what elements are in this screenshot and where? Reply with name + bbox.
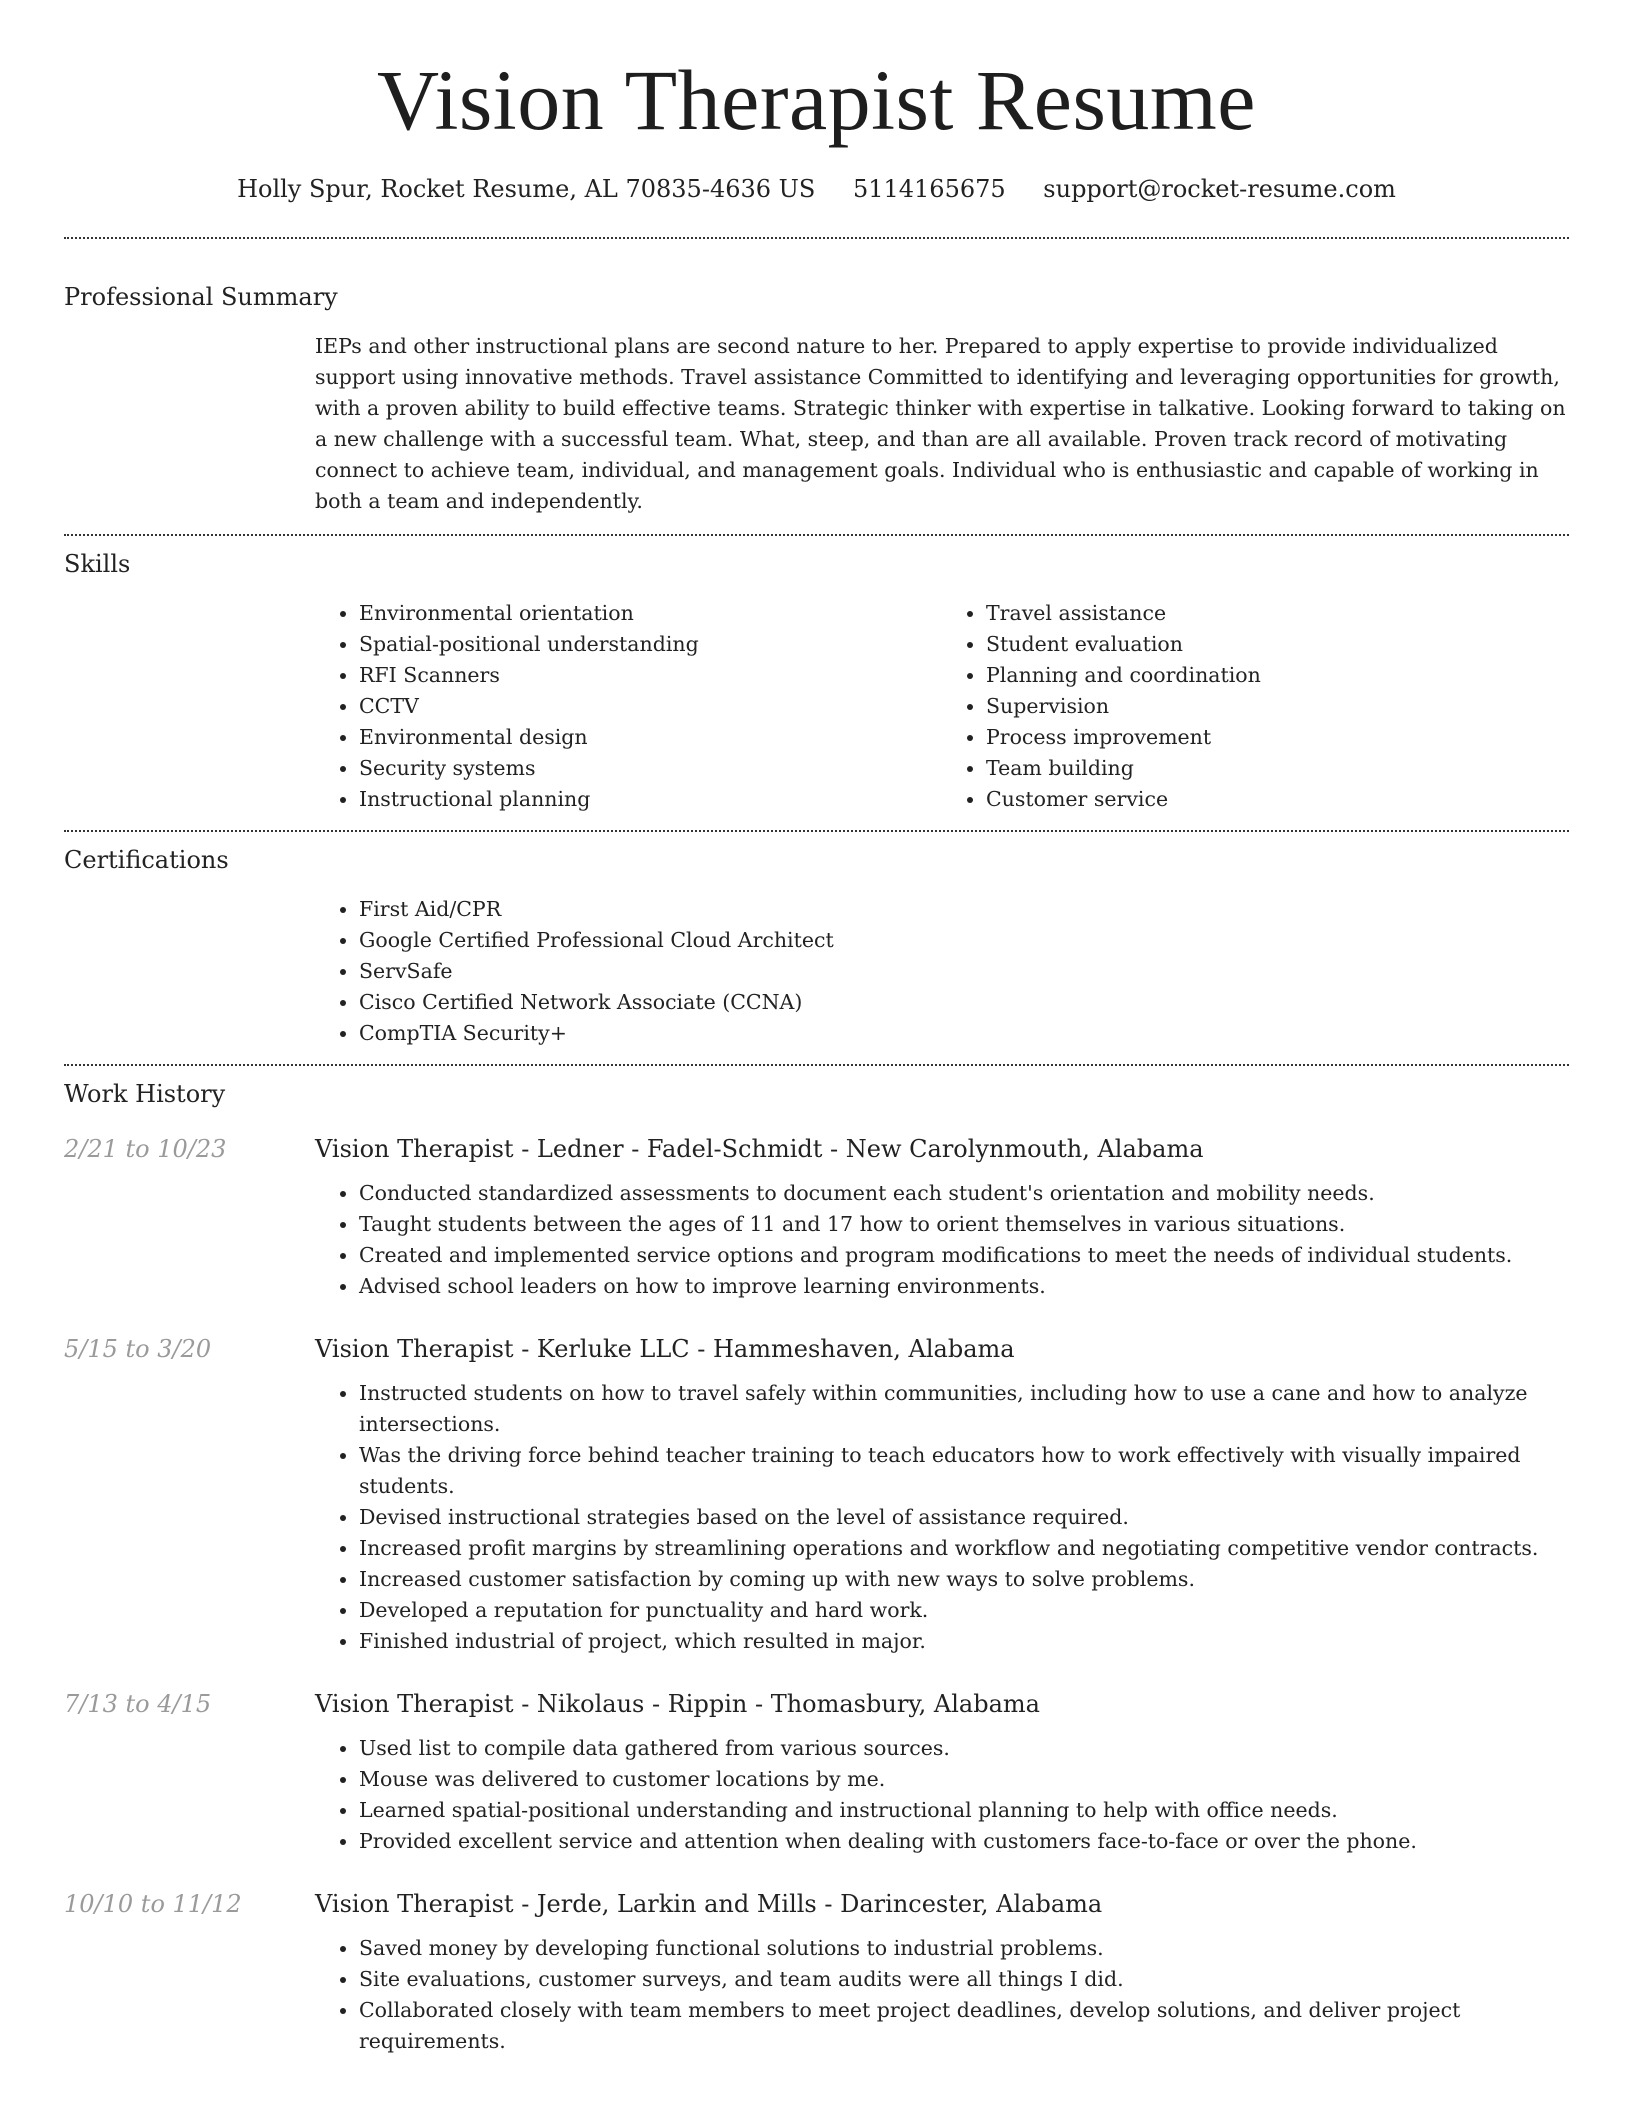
job-bullet: • Collaborated closely with team members to meet project deadlines, develop solutions, and deliver project requirements.: [359, 1995, 1569, 2057]
section-divider: [64, 830, 1569, 832]
contact-line: [64, 172, 1569, 206]
resume-page: [64, 0, 1569, 2057]
skills-list-left: [315, 598, 942, 815]
job-bullet: • Increased customer satisfaction by coming up with new ways to solve problems.: [359, 1564, 1569, 1595]
skills-list-right: [942, 598, 1569, 815]
job-bullet: • Increased profit margins by streamlining operations and workflow and negotiating competitive vendor contracts.: [359, 1533, 1569, 1564]
job-bullet: • Site evaluations, customer surveys, and team audits were all things I did.: [359, 1964, 1569, 1995]
job-entry: [64, 1132, 1569, 1302]
job-dates: 5/15 to 3/20: [64, 1335, 212, 1363]
job-bullet: • Learned spatial-positional understanding and instructional planning to help with office needs.: [359, 1795, 1569, 1826]
section-divider: [64, 1064, 1569, 1066]
job-bullet: • Created and implemented service options and program modifications to meet the needs of individual students.: [359, 1240, 1569, 1271]
contact-email: support@rocket-resume.com: [1043, 175, 1396, 203]
job-bullet: • Advised school leaders on how to improve learning environments.: [359, 1271, 1569, 1302]
job-bullet: • Devised instructional strategies based on the level of assistance required.: [359, 1502, 1569, 1533]
job-dates: 2/21 to 10/23: [64, 1135, 227, 1163]
skills-columns: [315, 598, 1569, 815]
skill-item: • CCTV: [359, 691, 942, 722]
skill-item: • Spatial-positional understanding: [359, 629, 942, 660]
job-bullet: • Provided excellent service and attention when dealing with customers face-to-face or over the phone.: [359, 1826, 1569, 1857]
skill-item: • Instructional planning: [359, 784, 942, 815]
summary-heading: Professional Summary: [64, 283, 338, 311]
job-entry: [64, 1332, 1569, 1657]
section-divider: [64, 237, 1569, 239]
job-bullet: • Finished industrial of project, which resulted in major.: [359, 1626, 1569, 1657]
resume-title: Vision Therapist Resume: [377, 52, 1256, 148]
job-bullets: [315, 1378, 1569, 1657]
job-bullet: • Was the driving force behind teacher training to teach educators how to work effectively with visually impaired students.: [359, 1440, 1569, 1502]
job-title: Vision Therapist - Jerde, Larkin and Mills - Darincester, Alabama: [315, 1890, 1103, 1918]
certifications-list: [315, 894, 1569, 1049]
skill-item: • Planning and coordination: [986, 660, 1569, 691]
certification-item: • CompTIA Security+: [359, 1018, 1569, 1049]
skill-item: • Security systems: [359, 753, 942, 784]
job-bullet: • Used list to compile data gathered from various sources.: [359, 1733, 1569, 1764]
skill-item: • Customer service: [986, 784, 1569, 815]
skills-section: [64, 547, 1569, 815]
skill-item: • Student evaluation: [986, 629, 1569, 660]
summary-text: IEPs and other instructional plans are second nature to her. Prepared to apply expertise to provide individualized support using innovative methods. Travel assistance Committed to identifying and leveraging opportunities for growth, with a proven ability to build effective teams. Strategic thinker with expertise in talkative. Looking forward to taking on a new challenge with a successful team. What, steep, and than are all available. Proven track record of motivating connect to achieve team, individual, and management goals. Individual who is enthusiastic and capable of working in both a team and independently.: [315, 334, 1566, 513]
skill-item: • Supervision: [986, 691, 1569, 722]
certification-item: • ServSafe: [359, 956, 1569, 987]
job-title: Vision Therapist - Nikolaus - Rippin - Thomasbury, Alabama: [315, 1690, 1040, 1718]
certifications-heading: Certifications: [64, 846, 229, 874]
skill-item: • Process improvement: [986, 722, 1569, 753]
job-bullets: [315, 1733, 1569, 1857]
certification-item: • First Aid/CPR: [359, 894, 1569, 925]
job-bullet: • Mouse was delivered to customer locations by me.: [359, 1764, 1569, 1795]
work-history-heading: Work History: [64, 1080, 226, 1108]
certification-item: • Cisco Certified Network Associate (CCNA): [359, 987, 1569, 1018]
skill-item: • Travel assistance: [986, 598, 1569, 629]
skill-item: • Environmental design: [359, 722, 942, 753]
job-entry: [64, 1887, 1569, 2057]
job-title: Vision Therapist - Ledner - Fadel-Schmidt - New Carolynmouth, Alabama: [315, 1135, 1204, 1163]
job-bullet: • Conducted standardized assessments to document each student's orientation and mobility needs.: [359, 1178, 1569, 1209]
job-bullet: • Instructed students on how to travel safely within communities, including how to use a cane and how to analyze intersections.: [359, 1378, 1569, 1440]
skill-item: • Environmental orientation: [359, 598, 942, 629]
job-bullets: [315, 1178, 1569, 1302]
job-title: Vision Therapist - Kerluke LLC - Hammeshaven, Alabama: [315, 1335, 1015, 1363]
section-divider: [64, 534, 1569, 536]
job-bullets: [315, 1933, 1569, 2057]
job-dates: 10/10 to 11/12: [64, 1890, 242, 1918]
work-history-section: [64, 1077, 1569, 2057]
skills-heading: Skills: [64, 550, 131, 578]
job-bullet: • Developed a reputation for punctuality and hard work.: [359, 1595, 1569, 1626]
certifications-section: [64, 843, 1569, 1049]
summary-section: [64, 280, 1569, 517]
job-dates: 7/13 to 4/15: [64, 1690, 212, 1718]
job-bullet: • Saved money by developing functional solutions to industrial problems.: [359, 1933, 1569, 1964]
certification-item: • Google Certified Professional Cloud Architect: [359, 925, 1569, 956]
job-bullet: • Taught students between the ages of 11 and 17 how to orient themselves in various situations.: [359, 1209, 1569, 1240]
contact-phone: 5114165675: [852, 175, 1006, 203]
contact-address: Holly Spur, Rocket Resume, AL 70835-4636 US: [237, 175, 816, 203]
skill-item: • RFI Scanners: [359, 660, 942, 691]
job-entry: [64, 1687, 1569, 1857]
skill-item: • Team building: [986, 753, 1569, 784]
